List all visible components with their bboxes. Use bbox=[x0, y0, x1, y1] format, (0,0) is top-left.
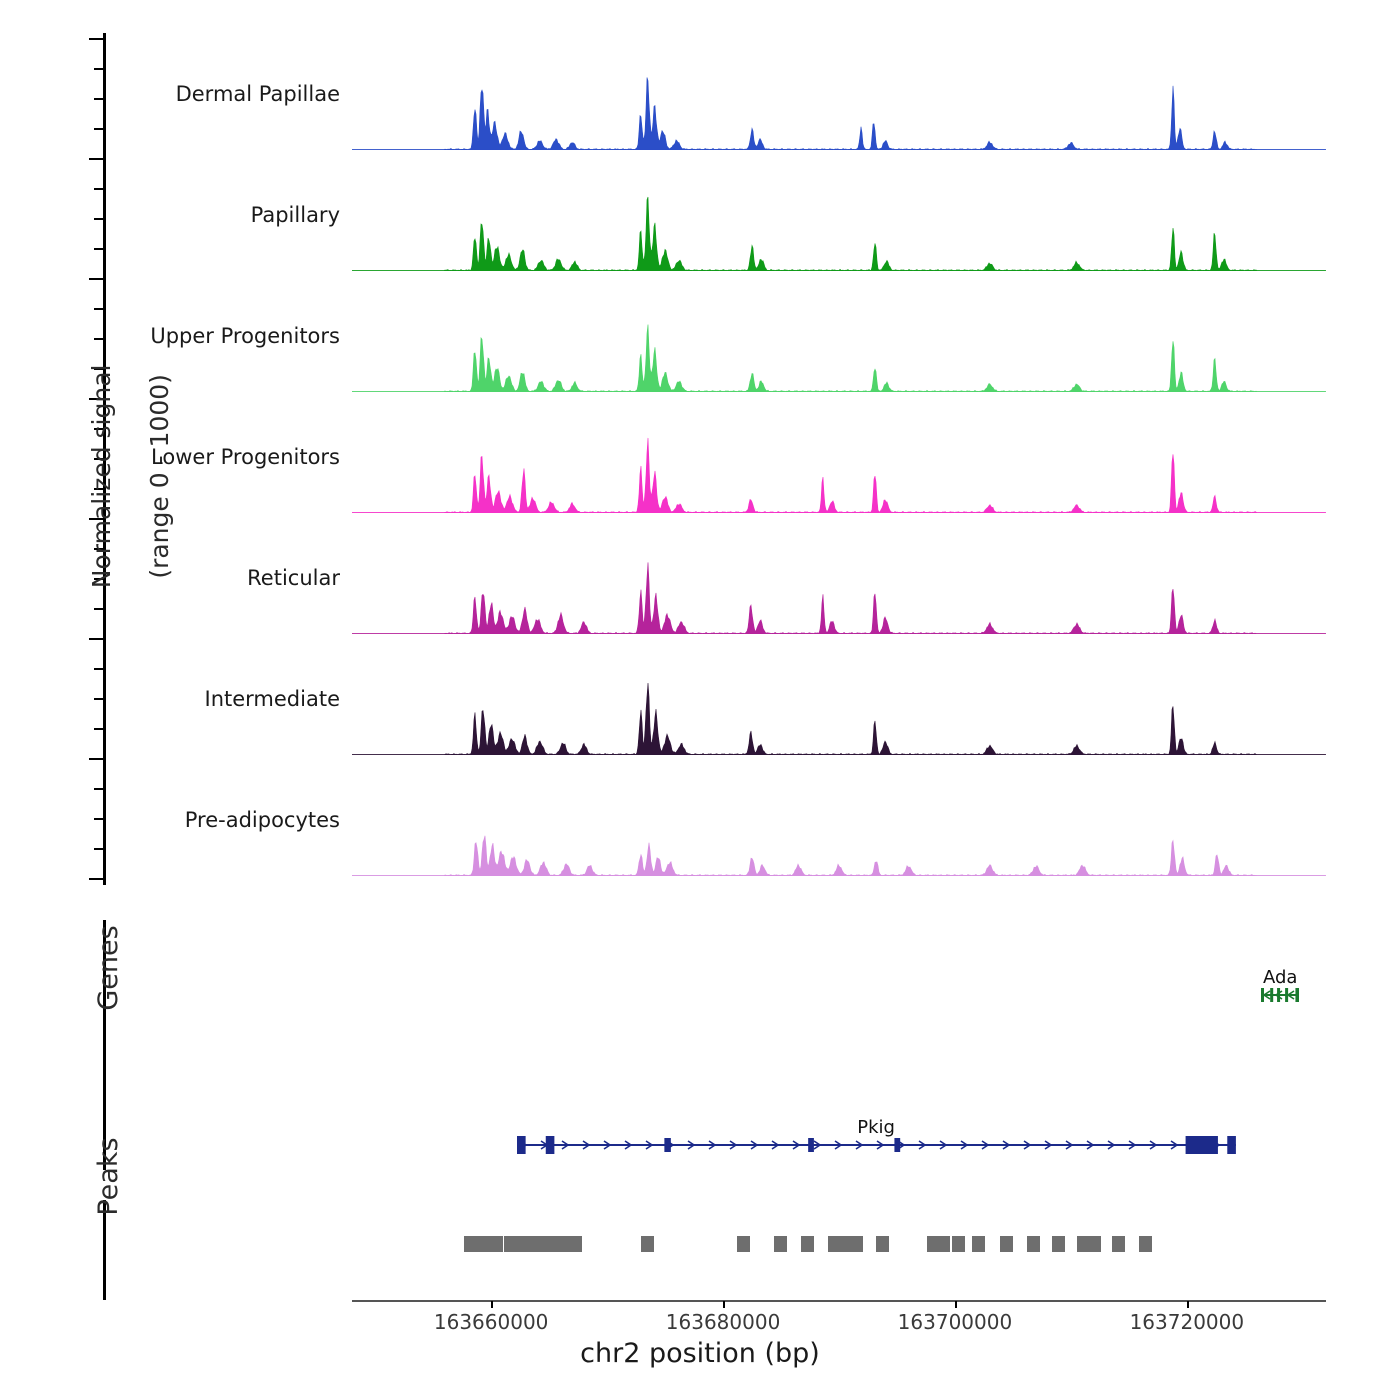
peak-block bbox=[556, 1236, 569, 1252]
y-axis-title-line1: Normalized signal bbox=[87, 364, 116, 589]
signal-track bbox=[352, 675, 1326, 755]
signal-track bbox=[352, 433, 1326, 513]
y-axis-tick bbox=[89, 158, 103, 160]
track-label-pre-adipocytes: Pre-adipocytes bbox=[184, 808, 340, 832]
y-axis-tick bbox=[94, 728, 103, 730]
peak-block bbox=[801, 1236, 814, 1252]
y-axis-tick bbox=[94, 788, 103, 790]
peak-block bbox=[1088, 1236, 1101, 1252]
signal-profile bbox=[352, 554, 1326, 634]
peak-block bbox=[1139, 1236, 1152, 1252]
track-label-reticular: Reticular bbox=[247, 566, 340, 590]
y-axis-title-line2: (range 0 - 1000) bbox=[145, 374, 174, 579]
x-axis-tick-label: 163720000 bbox=[1129, 1310, 1245, 1334]
track-label-upper-progenitors: Upper Progenitors bbox=[150, 324, 340, 348]
peak-block bbox=[1000, 1236, 1013, 1252]
peak-block bbox=[876, 1236, 889, 1252]
track-baseline bbox=[352, 270, 1326, 271]
signal-profile bbox=[352, 312, 1326, 392]
signal-profile bbox=[352, 70, 1326, 150]
peaks-panel-label-text: Peaks bbox=[93, 1137, 124, 1216]
track-baseline bbox=[352, 149, 1326, 150]
track-baseline bbox=[352, 391, 1326, 392]
gene-label-ada: Ada bbox=[1262, 967, 1298, 988]
x-axis-tick bbox=[491, 1301, 493, 1308]
peak-block bbox=[737, 1236, 750, 1252]
x-axis-tick-label: 163680000 bbox=[665, 1310, 781, 1334]
signal-profile bbox=[352, 191, 1326, 271]
track-baseline bbox=[352, 512, 1326, 513]
peak-block bbox=[1112, 1236, 1125, 1252]
signal-profile bbox=[352, 433, 1326, 513]
y-axis-tick bbox=[89, 758, 103, 760]
peak-block bbox=[490, 1236, 503, 1252]
gene-model-ada bbox=[1261, 982, 1299, 1008]
track-baseline bbox=[352, 875, 1326, 876]
peak-block bbox=[641, 1236, 654, 1252]
y-axis-tick bbox=[94, 848, 103, 850]
track-label-intermediate: Intermediate bbox=[204, 687, 340, 711]
gene-model-pkig bbox=[517, 1132, 1236, 1158]
y-axis-tick bbox=[89, 38, 103, 40]
signal-track bbox=[352, 796, 1326, 876]
y-axis-tick bbox=[94, 248, 103, 250]
gene-label-pkig: Pkig bbox=[857, 1117, 895, 1138]
y-axis-tick bbox=[89, 878, 103, 880]
y-axis-tick bbox=[94, 308, 103, 310]
y-axis-tick bbox=[89, 278, 103, 280]
peak-block bbox=[952, 1236, 965, 1252]
peak-block bbox=[1027, 1236, 1040, 1252]
y-axis-tick bbox=[94, 128, 103, 130]
peak-block bbox=[569, 1236, 582, 1252]
genes-panel-label-text: Genes bbox=[93, 925, 124, 1011]
signal-profile bbox=[352, 796, 1326, 876]
peak-block bbox=[1052, 1236, 1065, 1252]
y-axis-tick bbox=[94, 668, 103, 670]
x-axis-tick-label: 163660000 bbox=[433, 1310, 549, 1334]
peak-block bbox=[850, 1236, 863, 1252]
signal-track bbox=[352, 70, 1326, 150]
x-axis-tick bbox=[1187, 1301, 1189, 1308]
x-axis-line bbox=[352, 1300, 1326, 1302]
peak-block bbox=[828, 1236, 841, 1252]
y-axis-tick bbox=[94, 188, 103, 190]
genes-panel-label bbox=[62, 925, 155, 1045]
track-label-dermal-papillae: Dermal Papillae bbox=[175, 82, 340, 106]
signal-track bbox=[352, 191, 1326, 271]
track-baseline bbox=[352, 754, 1326, 755]
signal-profile bbox=[352, 675, 1326, 755]
track-baseline bbox=[352, 633, 1326, 634]
y-axis-tick bbox=[94, 68, 103, 70]
track-label-papillary: Papillary bbox=[250, 203, 340, 227]
y-axis-tick bbox=[89, 638, 103, 640]
peak-block bbox=[937, 1236, 950, 1252]
track-label-lower-progenitors: Lower Progenitors bbox=[151, 445, 340, 469]
peak-block bbox=[972, 1236, 985, 1252]
signal-track bbox=[352, 554, 1326, 634]
x-axis-tick bbox=[955, 1301, 957, 1308]
peak-block bbox=[512, 1236, 525, 1252]
x-axis-tick bbox=[723, 1301, 725, 1308]
x-axis-tick-label: 163700000 bbox=[897, 1310, 1013, 1334]
peaks-track bbox=[0, 1236, 1400, 1252]
x-axis-title bbox=[0, 1338, 1400, 1369]
signal-track bbox=[352, 312, 1326, 392]
x-axis-title-text: chr2 position (bp) bbox=[580, 1338, 820, 1369]
peaks-panel-label bbox=[62, 1137, 155, 1250]
peak-block bbox=[774, 1236, 787, 1252]
